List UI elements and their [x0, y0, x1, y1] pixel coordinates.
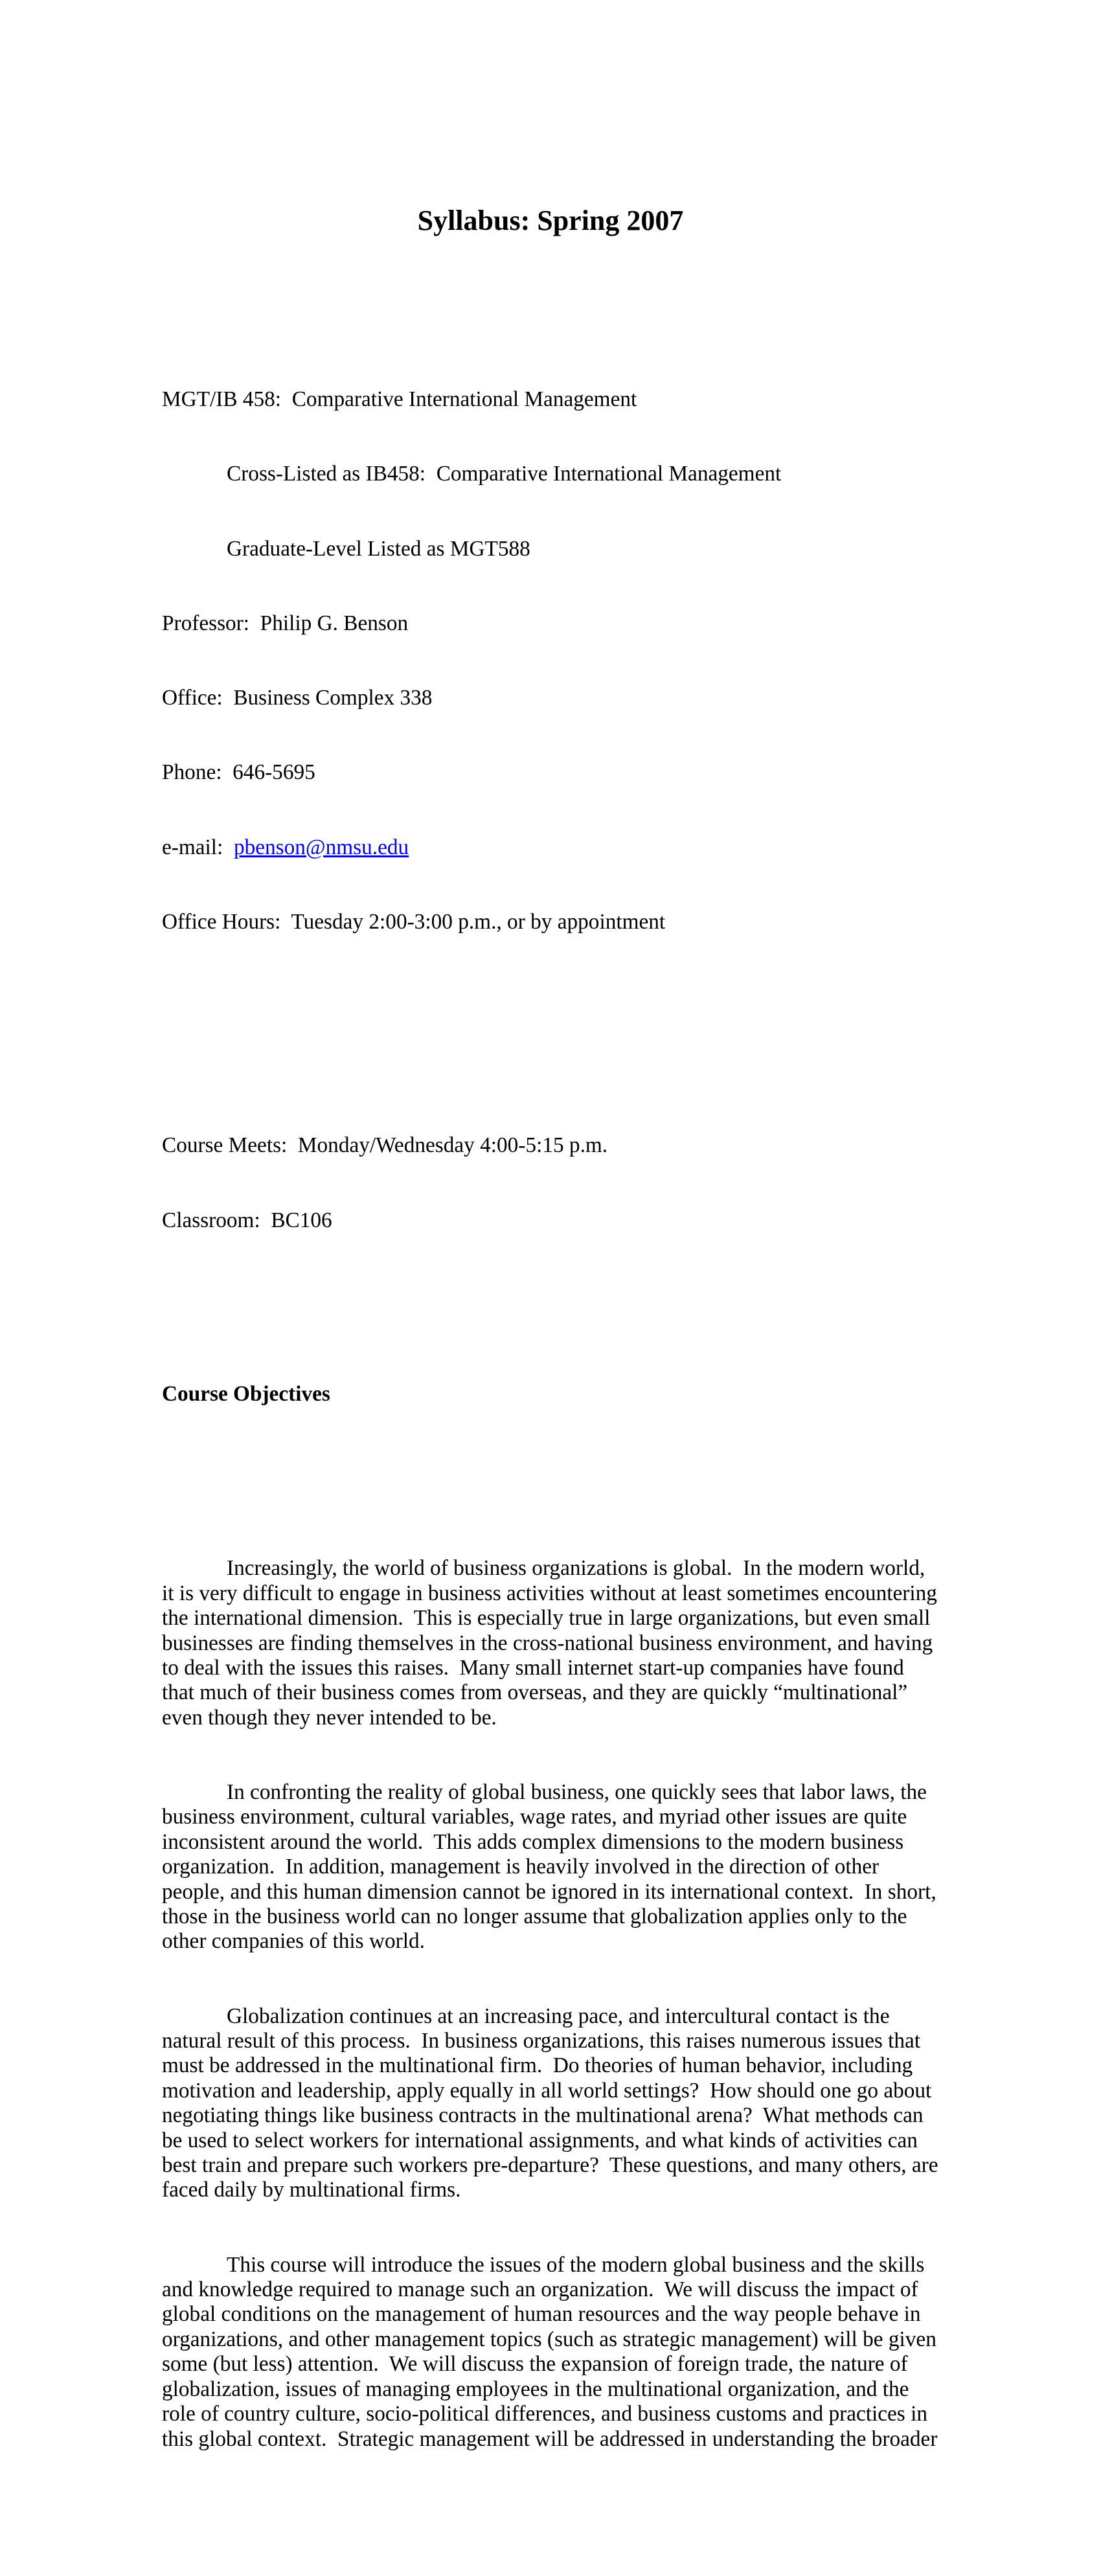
email-label: e-mail: [162, 835, 234, 859]
course-info-block [162, 337, 939, 984]
course-meets-line: Course Meets: Monday/Wednesday 4:00-5:15 p.m. [162, 1133, 608, 1158]
objectives-paragraph-3: Globalization continues at an increasing pace, and intercultural contact is the natural result of this process. In business organizations, this raises numerous issues that must be addressed in the multinational firm. Do theories of human behavior, including motivation and leadership, apply equally in all world settings? How should one go about negotiating things like business contracts in the multinational arena? What methods can be used to select workers for international assignments, and what kinds of activities can best train and prepare such workers pre-departure? These questions, and many others, are faced daily by multinational firms. [162, 2004, 944, 2202]
objectives-paragraph-1: Increasingly, the world of business organizations is global. In the modern world, it is very difficult to engage in business activities without at least sometimes encountering the international dimension. This is especially true in large organizations, but even small businesses are finding themselves in the cross-national business environment, and having to deal with the issues this raises. Many small internet start-up companies have found that much of their business comes from overseas, and they are quickly “multinational” even though they never intended to be. [162, 1556, 943, 1730]
page-title: Syllabus: Spring 2007 [417, 205, 684, 237]
office-hours-line: Office Hours: Tuesday 2:00-3:00 p.m., or by appointment [162, 909, 666, 934]
cross-listed-line: Cross-Listed as IB458: Comparative International Management [227, 462, 782, 486]
course-objectives-body [162, 1506, 944, 2501]
objectives-paragraph-4: This course will introduce the issues of the modern global business and the skills and knowledge required to manage such an organization. We will discuss the impact of global conditions on the management of human resources and the way people behave in organizations, and other management topics (such as strategic management) will be given some (but less) attention. We will discuss the expansion of foreign trade, the nature of globalization, issues of managing employees in the multinational organization, and the role of country culture, socio-political differences, and business customs and practices in this global context. Strategic management will be addressed in understanding the broader [162, 2252, 942, 2451]
objectives-paragraph-2: In confronting the reality of global business, one quickly sees that labor laws, the business environment, cultural variables, wage rates, and myriad other issues are quite inconsistent around the world. This adds complex dimensions to the modern business organization. In addition, management is heavily involved in the direction of other people, and this human dimension cannot be ignored in its international context. In short, those in the business world can no longer assume that globalization applies only to the other companies of this world. [162, 1779, 942, 1954]
office-line: Office: Business Complex 338 [162, 686, 433, 710]
email-link[interactable]: pbenson@nmsu.edu [233, 835, 409, 859]
course-objectives-heading: Course Objectives [162, 1382, 330, 1407]
course-number-line: MGT/IB 458: Comparative International Management [162, 387, 637, 412]
email-line [162, 835, 939, 860]
page-content [162, 130, 944, 2576]
graduate-level-line: Graduate-Level Listed as MGT588 [227, 536, 530, 561]
professor-line: Professor: Philip G. Benson [162, 611, 409, 635]
meeting-info-block [162, 1084, 939, 1283]
phone-line: Phone: 646-5695 [162, 760, 315, 785]
classroom-line: Classroom: BC106 [162, 1208, 332, 1232]
